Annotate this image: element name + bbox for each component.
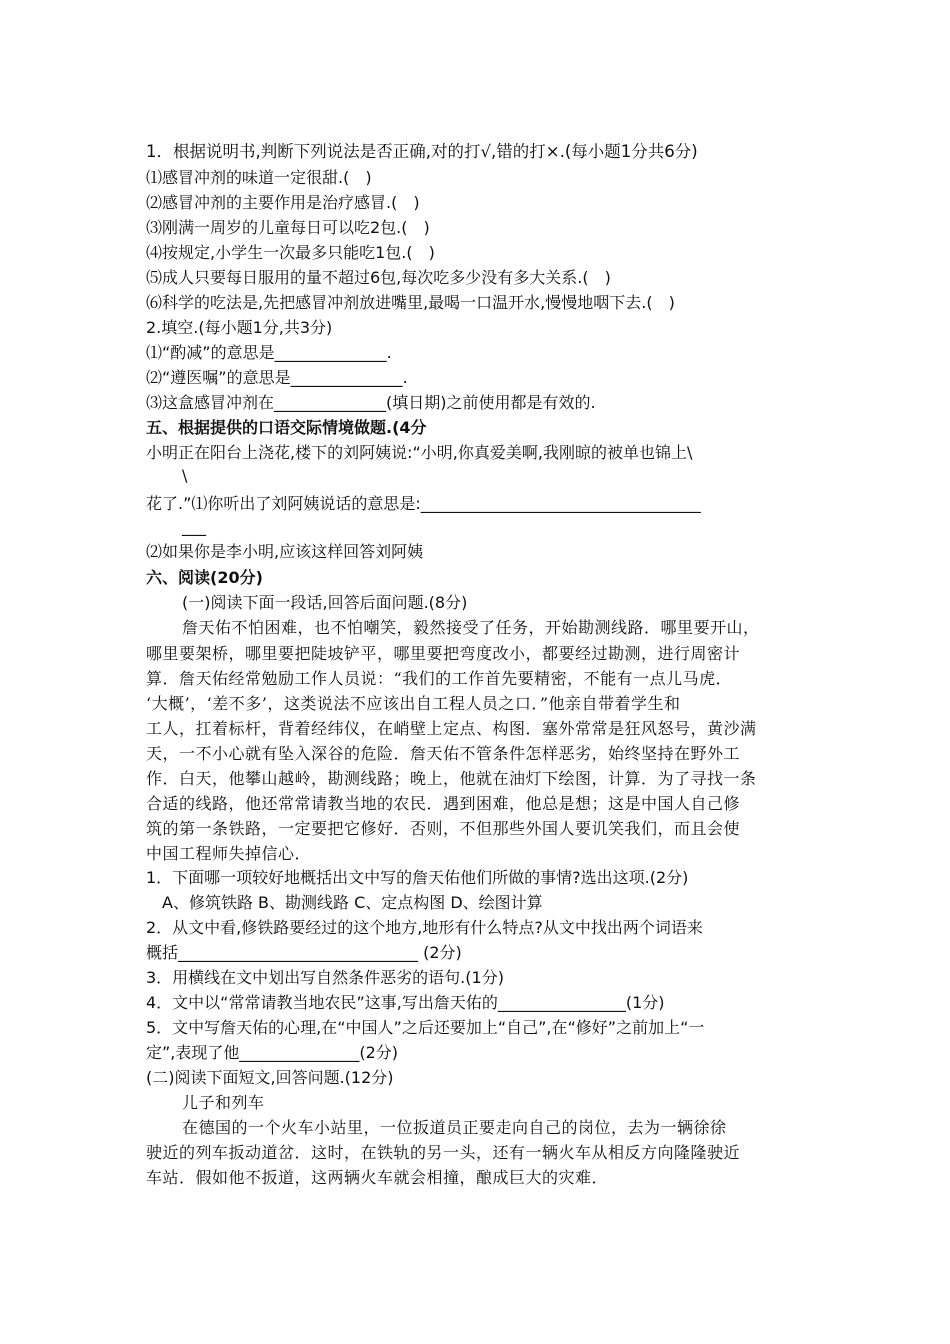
passage1-line: 中国工程师失掉信心． <box>146 844 312 863</box>
part1-intro: (一)阅读下面一段话,回答后面问题.(8分) <box>182 593 468 612</box>
section5-line1-cont: \ <box>182 466 188 485</box>
reading-question-1: 1．下面哪一项较好地概括出文中写的詹天佑他们所做的事情?选出这项.(2分) <box>146 868 689 887</box>
passage1-line: 哪里要架桥，哪里要把陡坡铲平，哪里要把弯度改小，都要经过勘测，进行周密计 <box>146 644 741 663</box>
q1-item-6: ⑹科学的吃法是,先把感冒冲剂放进嘴里,最喝一口温开水,慢慢地咽下去.( ) <box>146 293 675 312</box>
reading-question-5-cont: 定”,表现了他_______________(2分) <box>146 1043 399 1062</box>
passage1-line: 筑的第一条铁路，一定要把它修好．否则，不但那些外国人要讥笑我们，而且会使 <box>146 819 741 838</box>
q1-item-4: ⑷按规定,小学生一次最多只能吃1包.( ) <box>146 243 435 262</box>
q2-item-3: ⑶这盒感冒冲剂在______________(填日期)之前使用都是有效的. <box>146 393 596 412</box>
q1-item-2: ⑵感冒冲剂的主要作用是治疗感冒.( ) <box>146 193 420 212</box>
section5-line2-cont: ___ <box>182 517 206 536</box>
passage1-line: 算．詹天佑经常勉励工作人员说：“我们的工作首先要精密，不能有一点儿马虎． <box>146 669 733 688</box>
reading-question-5: 5．文中写詹天佑的心理,在“中国人”之后还要加上“自己”,在“修好”之前加上“一 <box>146 1018 705 1037</box>
passage1-line: ‘大概’，‘差不多’，这类说法不应该出自工程人员之口．”他亲自带着学生和 <box>146 694 681 713</box>
part2-intro: (二)阅读下面短文,回答问题.(12分) <box>146 1068 394 1087</box>
q1-item-1: ⑴感冒冲剂的味道一定很甜.( ) <box>146 168 372 187</box>
q1-item-3: ⑶刚满一周岁的儿童每日可以吃2包.( ) <box>146 218 430 237</box>
reading-question-2-cont: 概括______________________________ (2分) <box>146 943 462 962</box>
section5-line1: 小明正在阳台上浇花,楼下的刘阿姨说:“小明,你真爱美啊,我刚晾的被单也锦上\ <box>146 443 693 462</box>
passage1-line: 合适的线路，他还常常请教当地的农民．遇到困难，他总是想；这是中国人自己修 <box>146 794 741 813</box>
reading-question-1-options: A、修筑铁路 B、勘测线路 C、定点构图 D、绘图计算 <box>162 893 543 912</box>
passage1-line: 工人，扛着标杆，背着经纬仪，在峭壁上定点、构图．塞外常常是狂风怒号，黄沙满 <box>146 719 757 738</box>
reading-question-3: 3．用横线在文中划出写自然条件恶劣的语句.(1分) <box>146 968 504 987</box>
q2-item-2: ⑵“遵医嘱”的意思是______________. <box>146 368 408 387</box>
passage2-line: 在德国的一个火车小站里，一位扳道员正要走向自己的岗位，去为一辆徐徐 <box>182 1118 727 1137</box>
q2-item-1: ⑴“酌减”的意思是______________. <box>146 343 392 362</box>
section6-title: 六、阅读(20分) <box>146 568 263 587</box>
section5-line3: ⑵如果你是李小明,应该这样回答刘阿姨 <box>146 542 424 561</box>
section5-title: 五、根据提供的口语交际情境做题.(4分 <box>146 418 427 437</box>
passage1-line: 詹天佑不怕困难，也不怕嘲笑，毅然接受了任务，开始勘测线路．哪里要开山， <box>182 618 760 637</box>
reading-question-4: 4．文中以“常常请教当地农民”这事,写出詹天佑的________________(1分) <box>146 993 665 1012</box>
passage2-line: 车站．假如他不扳道，这两辆火车就会相撞，酿成巨大的灾难． <box>146 1168 609 1187</box>
passage1-line: 天，一不小心就有坠入深谷的危险．詹天佑不管条件怎样恶劣，始终坚持在野外工 <box>146 744 741 763</box>
section5-line2: 花了.”⑴你听出了刘阿姨说话的意思是:___________________________________ <box>146 494 701 513</box>
q1-item-5: ⑸成人只要每日服用的量不超过6包,每次吃多少没有多大关系.( ) <box>146 268 611 287</box>
q1-title: 1．根据说明书,判断下列说法是否正确,对的打√,错的打×.(每小题1分共6分) <box>146 142 698 161</box>
passage2-line: 驶近的列车扳动道岔．这时，在铁轨的另一头，还有一辆火车从相反方向隆隆驶近 <box>146 1143 741 1162</box>
q2-title: 2.填空.(每小题1分,共3分) <box>146 318 333 337</box>
passage1-line: 作．白天，他攀山越岭，勘测线路；晚上，他就在油灯下绘图，计算．为了寻找一条 <box>146 769 757 788</box>
story-title: 儿子和列车 <box>182 1093 265 1112</box>
reading-question-2: 2．从文中看,修铁路要经过的这个地方,地形有什么特点?从文中找出两个词语来 <box>146 918 703 937</box>
